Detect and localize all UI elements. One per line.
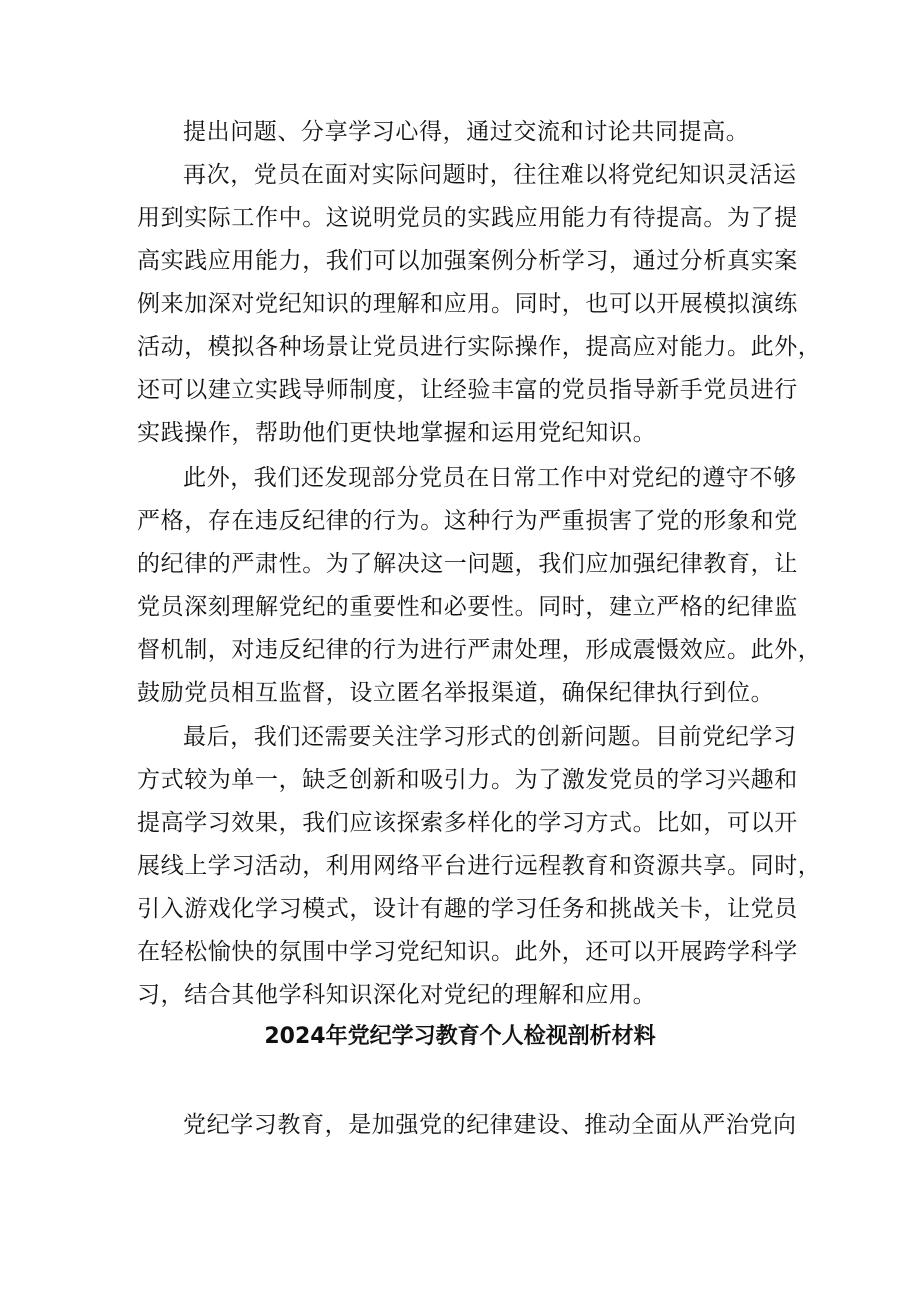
- paragraph-line: 党员深刻理解党纪的重要性和必要性。同时，建立严格的纪律监: [137, 594, 798, 620]
- paragraph-line: 还可以建立实践导师制度，让经验丰富的党员指导新手党员进行: [137, 377, 798, 403]
- paragraph-line: 例来加深对党纪知识的理解和应用。同时，也可以开展模拟演练: [137, 291, 798, 317]
- paragraph-line: 方式较为单一，缺乏创新和吸引力。为了激发党员的学习兴趣和: [137, 767, 798, 793]
- paragraph-line: 严格，存在违反纪律的行为。这种行为严重损害了党的形象和党: [137, 508, 798, 534]
- paragraph-line: 提高学习效果，我们应该探索多样化的学习方式。比如，可以开: [137, 810, 798, 836]
- paragraph-line: 习，结合其他学科知识深化对党纪的理解和应用。: [137, 982, 657, 1008]
- section-title: 2024年党纪学习教育个人检视剖析材料: [264, 1024, 656, 1049]
- paragraph-line: 实践操作，帮助他们更快地掌握和运用党纪知识。: [137, 420, 657, 446]
- paragraph-line: 督机制，对违反纪律的行为进行严肃处理，形成震慑效应。此外，: [137, 637, 822, 663]
- paragraph-line: 高实践应用能力，我们可以加强案例分析学习，通过分析真实案: [137, 248, 798, 274]
- paragraph-line: 展线上学习活动，利用网络平台进行远程教育和资源共享。同时，: [137, 853, 822, 879]
- paragraph-line: 此外，我们还发现部分党员在日常工作中对党纪的遵守不够: [183, 465, 797, 491]
- paragraph-line: 鼓励党员相互监督，设立匿名举报渠道，确保纪律执行到位。: [137, 680, 775, 706]
- paragraph-line: 引入游戏化学习模式，设计有趣的学习任务和挑战关卡，让党员: [137, 896, 798, 922]
- paragraph-line: 活动，模拟各种场景让党员进行实际操作，提高应对能力。此外，: [137, 334, 822, 360]
- paragraph-line: 用到实际工作中。这说明党员的实践应用能力有待提高。为了提: [137, 205, 798, 231]
- paragraph-line: 的纪律的严肃性。为了解决这一问题，我们应加强纪律教育，让: [137, 551, 798, 577]
- paragraph-line: 再次，党员在面对实际问题时，往往难以将党纪知识灵活运: [183, 162, 797, 188]
- paragraph-line: 在轻松愉快的氛围中学习党纪知识。此外，还可以开展跨学科学: [137, 939, 798, 965]
- paragraph-line: 最后，我们还需要关注学习形式的创新问题。目前党纪学习: [183, 724, 797, 750]
- paragraph-line: 提出问题、分享学习心得，通过交流和讨论共同提高。: [183, 119, 750, 145]
- paragraph-line: 党纪学习教育，是加强党的纪律建设、推动全面从严治党向: [183, 1112, 797, 1138]
